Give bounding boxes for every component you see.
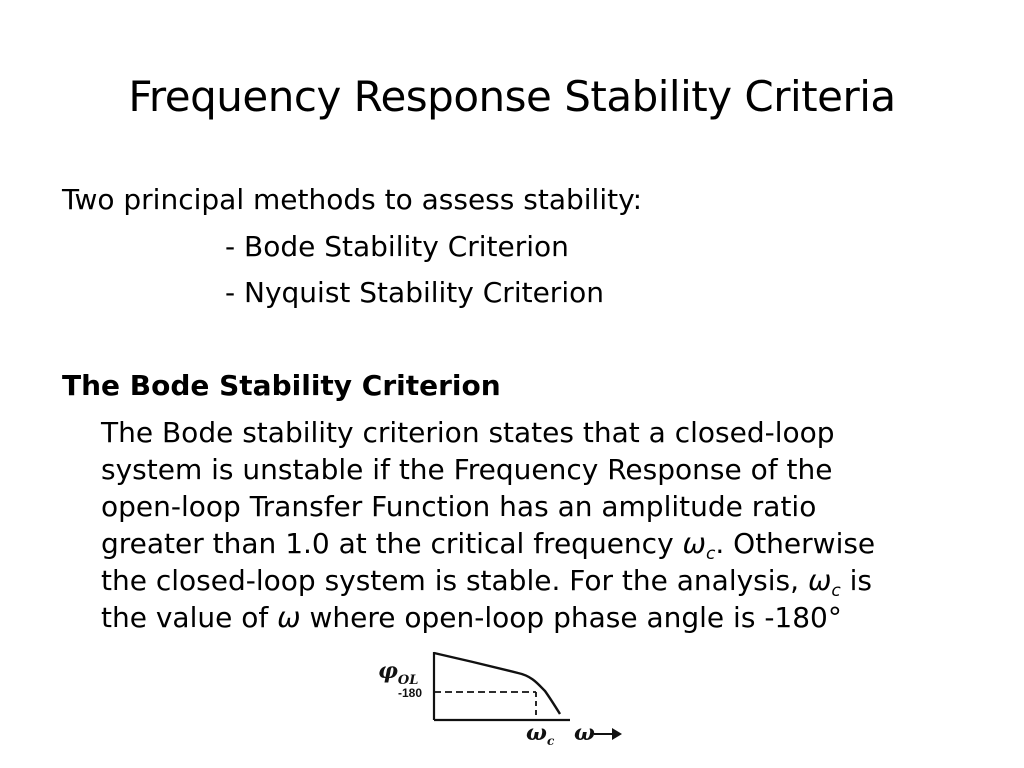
tick-label-minus-180: -180 <box>398 686 423 700</box>
intro-text: Two principal methods to assess stability: <box>62 183 643 216</box>
section-heading: The Bode Stability Criterion <box>62 369 501 402</box>
paragraph-line: system is unstable if the Frequency Response of the <box>101 453 833 486</box>
text-segment: . Otherwise <box>715 527 876 560</box>
omega-c-label: $\omega_c$ <box>526 720 555 748</box>
text-segment: the value of <box>101 601 278 634</box>
subscript-c: c <box>831 581 841 601</box>
phase-angle-diagram <box>370 648 630 758</box>
phi-ol-label: $\varphi_{OL}$ <box>378 658 419 688</box>
phase-curve <box>434 653 560 714</box>
omega-symbol: ω <box>682 527 706 560</box>
text-segment: greater than 1.0 at the critical frequency <box>101 527 683 560</box>
text-segment: is <box>840 564 873 597</box>
paragraph-line: open-loop Transfer Function has an amplitude ratio <box>101 490 817 523</box>
text-segment: the closed-loop system is stable. For the analysis, <box>101 564 808 597</box>
method-item-nyquist: - Nyquist Stability Criterion <box>225 276 604 309</box>
paragraph-line: The Bode stability criterion states that a closed-loop <box>101 416 835 449</box>
subscript-c: c <box>706 544 716 564</box>
omega-axis-label: ω <box>574 720 595 746</box>
omega-symbol: ω <box>277 601 301 634</box>
slide-title: Frequency Response Stability Criteria <box>128 72 896 121</box>
paragraph-line <box>101 600 842 636</box>
omega-symbol: ω <box>807 564 832 597</box>
text-segment: where open-loop phase angle is -180° <box>300 601 842 634</box>
arrow-right-icon <box>612 728 622 740</box>
method-item-bode: - Bode Stability Criterion <box>225 230 569 263</box>
